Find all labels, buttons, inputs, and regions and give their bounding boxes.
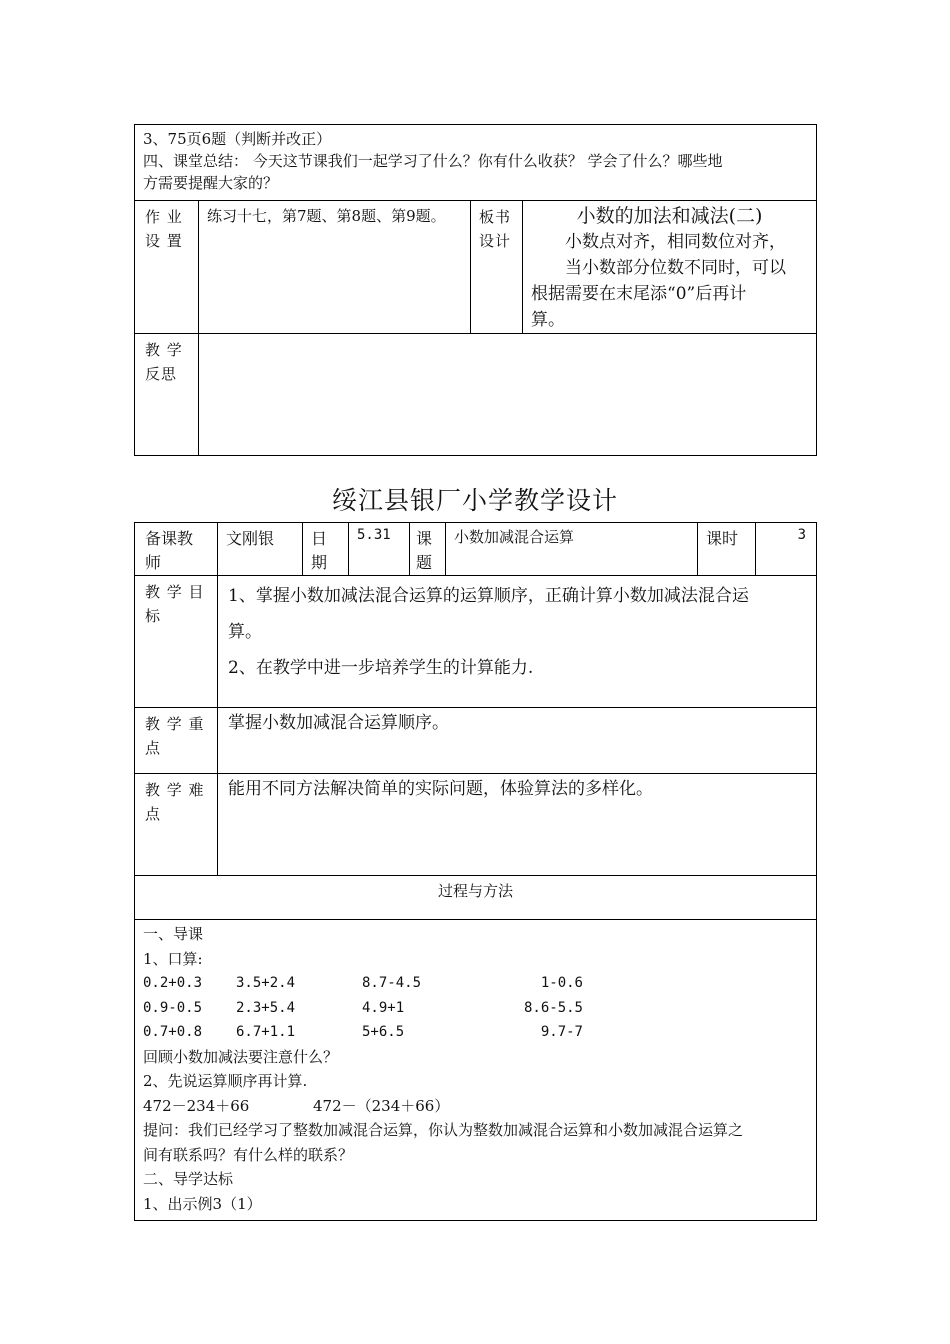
summary-cell bbox=[135, 125, 817, 201]
teacher-name: 文刚银 bbox=[218, 523, 303, 576]
board-design bbox=[523, 201, 817, 334]
reflection-content bbox=[199, 334, 817, 456]
goals-content bbox=[218, 576, 817, 708]
board-title: 小数的加法和减法(二) bbox=[576, 205, 763, 227]
summary-line-cont: 方需要提醒大家的？ bbox=[143, 174, 279, 192]
difficulty-label: 教 学 难 点 bbox=[135, 774, 218, 876]
calc-row: 0.7+0.8 6.7+1.1 5+6.5 9.7-7 bbox=[143, 1024, 583, 1040]
expression-row bbox=[143, 1094, 810, 1119]
review-question: 回顾小数加减法要注意什么？ bbox=[143, 1047, 339, 1066]
key-point-label: 教 学 重 点 bbox=[135, 708, 218, 774]
reflection-label: 教 学 反思 bbox=[135, 334, 199, 456]
summary-line: 四、课堂总结： 今天这节课我们一起学习了什么？你有什么收获？ 学会了什么？哪些地 bbox=[143, 152, 723, 170]
board-label: 板书 设计 bbox=[471, 201, 523, 334]
date-label: 日 期 bbox=[303, 523, 349, 576]
lesson-end-table bbox=[134, 124, 817, 456]
expression: 472－（234＋66） bbox=[313, 1096, 450, 1115]
goals-label: 教 学 目 标 bbox=[135, 576, 218, 708]
process-header: 过程与方法 bbox=[135, 876, 817, 920]
section-heading: 二、导学达标 bbox=[143, 1170, 234, 1188]
board-line: 当小数部分位数不同时，可以 bbox=[565, 258, 786, 278]
homework-content: 练习十七，第7题、第8题、第9题。 bbox=[199, 201, 471, 334]
teacher-label: 备课教 师 bbox=[135, 523, 218, 576]
example-line: 1、出示例3（1） bbox=[143, 1194, 262, 1213]
order-heading: 2、先说运算顺序再计算. bbox=[143, 1072, 308, 1090]
intro-heading: 一、导课 bbox=[143, 925, 204, 943]
goal-line: 算。 bbox=[228, 622, 262, 642]
board-line: 根据需要在末尾添“0”后再计 bbox=[531, 284, 747, 304]
period-label: 课时 bbox=[698, 523, 756, 576]
board-line: 算。 bbox=[531, 310, 565, 330]
period-value: 3 bbox=[756, 523, 817, 576]
process-content bbox=[135, 920, 817, 1221]
board-line: 小数点对齐，相同数位对齐， bbox=[565, 232, 786, 252]
goal-line: 1、掌握小数加减法混合运算的运算顺序，正确计算小数加减法混合运 bbox=[228, 586, 749, 606]
goal-line: 2、在教学中进一步培养学生的计算能力. bbox=[228, 658, 534, 678]
homework-label: 作 业 设 置 bbox=[135, 201, 199, 334]
topic-value: 小数加减混合运算 bbox=[446, 523, 698, 576]
exercise-line: 3、75页6题（判断并改正） bbox=[143, 130, 332, 148]
lesson-design-table bbox=[134, 522, 817, 1221]
question-line: 提问：我们已经学习了整数加减混合运算，你认为整数加减混合运算和小数加减混合运算之 bbox=[143, 1121, 744, 1139]
difficulty-content: 能用不同方法解决简单的实际问题，体验算法的多样化。 bbox=[218, 774, 817, 876]
date-value: 5.31 bbox=[349, 523, 410, 576]
expression: 472－234＋66 bbox=[143, 1096, 250, 1115]
calc-row: 0.9-0.5 2.3+5.4 4.9+1 8.6-5.5 bbox=[143, 999, 583, 1016]
calc-row: 0.2+0.3 3.5+2.4 8.7-4.5 1-0.6 bbox=[143, 975, 583, 991]
question-line: 间有联系吗？有什么样的联系？ bbox=[143, 1145, 354, 1164]
oral-calc-heading: 1、口算: bbox=[143, 949, 203, 968]
document-title: 绥江县银厂小学教学设计 bbox=[331, 486, 618, 515]
key-point-content: 掌握小数加减混合运算顺序。 bbox=[218, 708, 817, 774]
topic-label: 课 题 bbox=[410, 523, 446, 576]
